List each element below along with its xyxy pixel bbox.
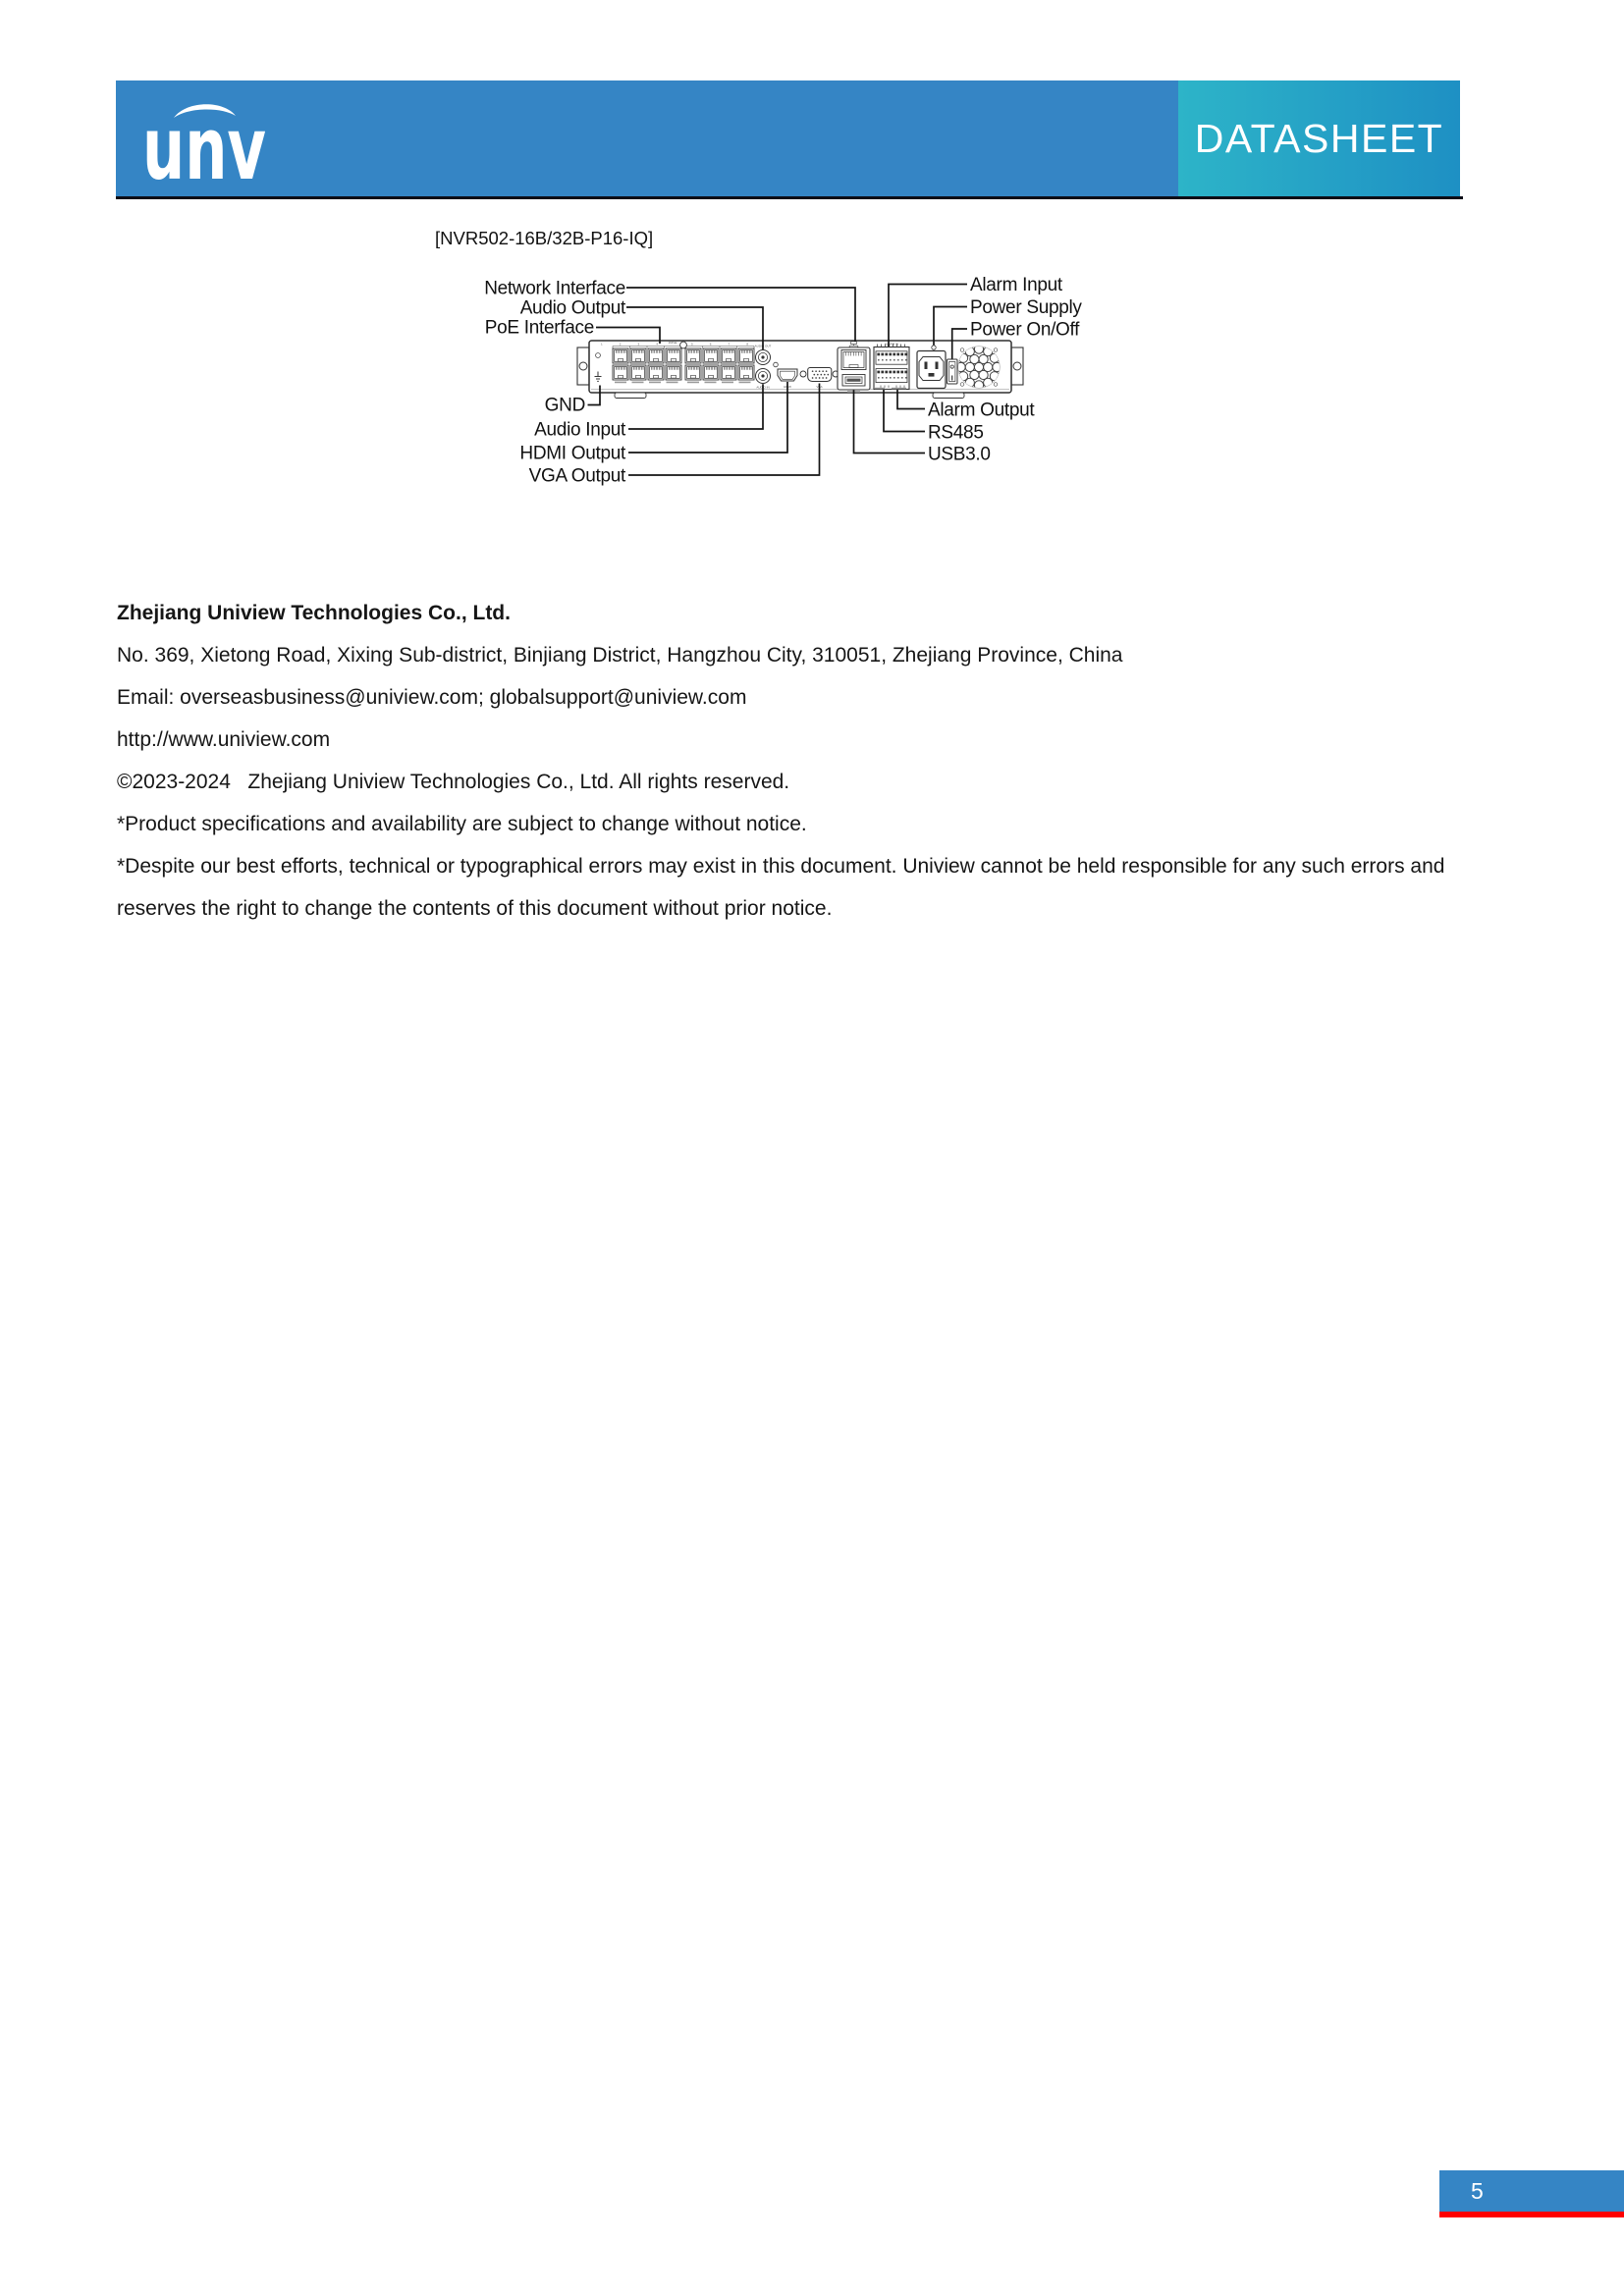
company-address: No. 369, Xietong Road, Xixing Sub-district, Binjiang District, Hangzhou City, 310051, Zhejiang Province, China <box>117 644 1123 667</box>
usb-port <box>842 375 865 387</box>
foot-right <box>933 393 964 399</box>
port-numbers: 5 6 7 8 <box>691 342 748 347</box>
hdmi-label: HDMI <box>784 384 791 389</box>
copyright-line: ©2023-2024 Zhejiang Uniview Technologies Co., Ltd. All rights reserved. <box>117 771 790 793</box>
callout-network-interface: Network Interface <box>484 278 625 299</box>
callout-alarm-output: Alarm Output <box>928 400 1035 421</box>
callout-audio-input: Audio Input <box>534 419 625 441</box>
datasheet-label: DATASHEET <box>1194 115 1444 161</box>
callout-rs485: RS485 <box>928 422 984 444</box>
poe-port <box>613 348 628 363</box>
vga-label: VGA <box>816 385 823 389</box>
logo-text: unv <box>142 98 266 191</box>
network-port <box>841 350 866 370</box>
model-label: [NVR502-16B/32B-P16-IQ] <box>435 228 654 248</box>
disclaimer-note-2: *Despite our best efforts, technical or typographical errors may exist in this document. Uniview cannot be held responsible for any such errors and reserves the right to change the contents of this document without prior notice. <box>117 855 1451 920</box>
company-email: Email: overseasbusiness@uniview.com; globalsupport@uniview.com <box>117 686 747 709</box>
page-number-red-rule <box>1439 2212 1624 2217</box>
callout-gnd: GND <box>544 395 585 416</box>
unv-logo <box>137 93 334 191</box>
page-number: 5 <box>1471 2178 1484 2204</box>
port-numbers: 1 2 3 4 <box>601 342 658 347</box>
network-usb-module <box>838 342 870 393</box>
callout-usb3: USB3.0 <box>928 444 991 465</box>
foot-left <box>615 393 646 399</box>
callout-vga-output: VGA Output <box>528 465 625 487</box>
right-screw-icon <box>1013 362 1021 370</box>
callout-power-supply: Power Supply <box>970 297 1082 318</box>
datasheet-banner <box>1178 80 1460 196</box>
page-number-badge <box>1439 2170 1624 2212</box>
callout-power-on-off: Power On/Off <box>970 319 1080 341</box>
callout-hdmi-output: HDMI Output <box>519 443 625 464</box>
callout-poe-interface: PoE Interface <box>484 317 594 339</box>
top-screw-icon <box>680 342 687 348</box>
power-socket <box>917 346 946 389</box>
callout-audio-output: Audio Output <box>519 297 625 319</box>
audio-in-label: AUDIO IN <box>756 385 770 390</box>
screw-icon <box>774 362 779 367</box>
callout-alarm-input: Alarm Input <box>970 275 1062 295</box>
screw-icon <box>932 346 936 349</box>
disclaimer-note-1: *Product specifications and availability are subject to change without notice. <box>117 813 807 835</box>
power-switch <box>947 359 958 384</box>
poe-group-label: 16PoE <box>668 341 677 345</box>
left-screw-icon <box>579 362 587 370</box>
company-name: Zhejiang Uniview Technologies Co., Ltd. <box>117 602 511 624</box>
header-rule <box>116 196 1463 199</box>
alarm-rs485-terminal-block <box>874 343 909 390</box>
alarm-in-label: ALARM IN <box>884 342 899 347</box>
footer-text-block <box>117 592 1497 930</box>
audio-out-label: AUDIO OUT <box>754 344 772 348</box>
screw-icon <box>800 371 806 377</box>
rear-panel-diagram <box>427 224 1213 518</box>
company-website: http://www.uniview.com <box>117 728 331 751</box>
